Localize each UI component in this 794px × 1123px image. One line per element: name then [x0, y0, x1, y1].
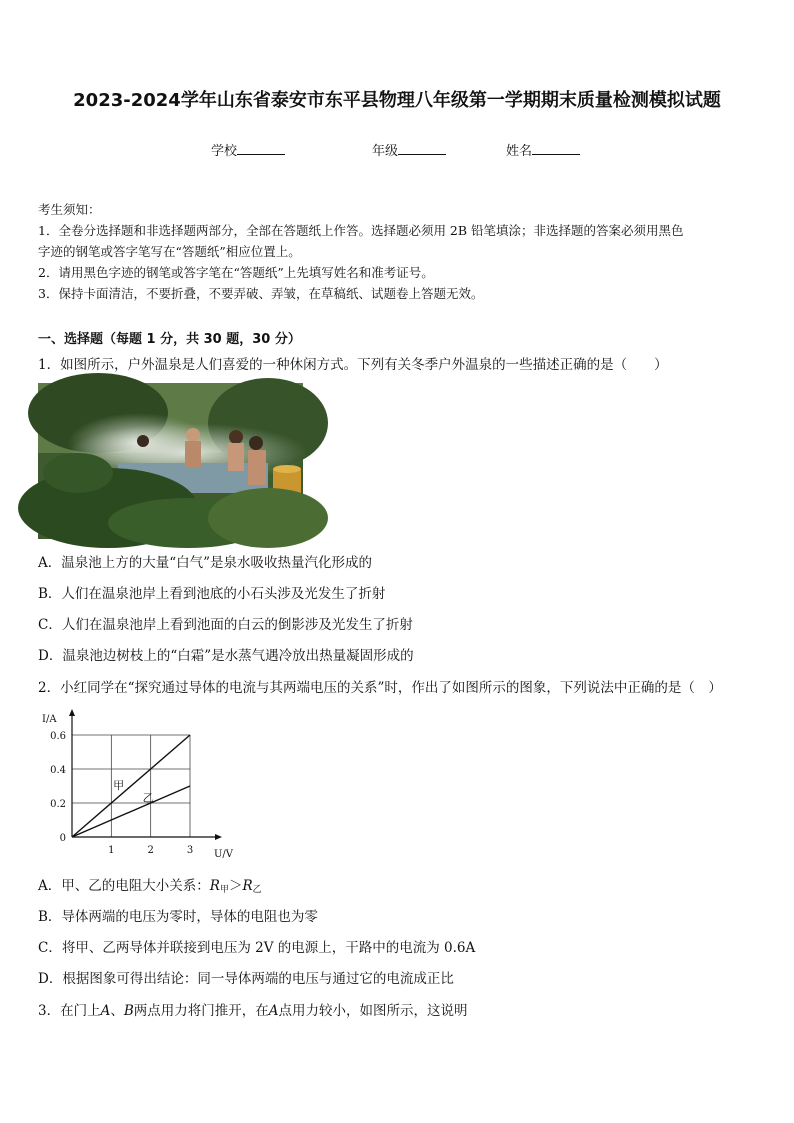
section-heading-choice: 一、选择题（每题 1 分，共 30 题，30 分）	[38, 332, 301, 347]
y-tick-label-1: 0.2	[50, 799, 66, 810]
q1-option-a[interactable]: A．温泉池上方的大量“白气”是泉水吸收热量汽化形成的	[38, 555, 373, 571]
r-subscript-2: 乙	[252, 885, 262, 895]
greater-than: ＞	[228, 878, 243, 894]
r-subscript-1: 甲	[219, 885, 229, 895]
grade-blank[interactable]	[398, 142, 446, 155]
question-1-stem: 1．如图所示，户外温泉是人们喜爱的一种休闲方式。下列有关冬季户外温泉的一些描述正确的是（ ）	[38, 357, 668, 373]
y-tick-label-3: 0.6	[50, 731, 66, 742]
school-label: 学校	[211, 144, 238, 159]
current-voltage-chart	[38, 706, 234, 862]
y-axis-label: I/A	[42, 714, 57, 725]
question-3-stem	[38, 999, 758, 1019]
r-symbol-2: R	[242, 878, 253, 894]
point-a-2: A	[268, 1003, 279, 1019]
point-b: B	[123, 1003, 134, 1019]
notice-item-1a: 1．全卷分选择题和非选择题两部分，全部在答题纸上作答。选择题必须用 2B 铅笔填涂；非选择题的答案必须用黑色	[38, 223, 684, 238]
q2-option-b[interactable]: B．导体两端的电压为零时，导体的电阻也为零	[38, 909, 318, 925]
q1-option-d[interactable]: D．温泉池边树枝上的“白霜”是水蒸气遇冷放出热量凝固形成的	[38, 648, 414, 664]
y-tick-label-2: 0.4	[50, 765, 66, 776]
x-tick-label-1: 2	[147, 845, 154, 856]
y-tick-label-0: 0	[59, 833, 66, 844]
notice-item-1b: 字迹的钢笔或答字笔写在“答题纸”相应位置上。	[38, 244, 301, 259]
q3-sep: 、	[110, 1003, 124, 1019]
q3-stem-c: 点用力较小，如图所示，这说明	[278, 1003, 468, 1019]
series-line-1	[72, 786, 190, 837]
q1-option-b[interactable]: B．人们在温泉池岸上看到池底的小石头涉及光发生了折射	[38, 586, 386, 602]
grade-label: 年级	[372, 144, 399, 159]
x-tick-label-2: 3	[186, 845, 194, 856]
notice-heading: 考生须知：	[38, 202, 101, 217]
q2-option-a[interactable]	[38, 874, 262, 895]
point-a: A	[100, 1003, 111, 1019]
iv-chart-svg	[38, 706, 234, 862]
q3-stem-a: 3．在门上	[38, 1003, 101, 1019]
school-field[interactable]	[211, 140, 285, 159]
q3-stem-b: 两点用力将门推开，在	[133, 1003, 269, 1019]
name-label: 姓名	[506, 144, 533, 159]
hot-spring-image	[38, 383, 303, 539]
notice-item-3: 3．保持卡面清洁，不要折叠，不要弄破、弄皱，在草稿纸、试题卷上答题无效。	[38, 286, 484, 301]
x-tick-label-0: 1	[108, 845, 115, 856]
x-axis-arrow	[215, 834, 222, 840]
page-title: 2023-2024学年山东省泰安市东平县物理八年级第一学期期末质量检测模拟试题	[73, 90, 721, 111]
hot-spring-photo	[38, 383, 303, 539]
y-axis-arrow	[69, 709, 75, 716]
q1-option-c[interactable]: C．人们在温泉池岸上看到池面的白云的倒影涉及光发生了折射	[38, 617, 413, 633]
x-axis-label: U/V	[214, 849, 234, 860]
series-label-1: 乙	[142, 791, 154, 805]
series-label-0: 甲	[113, 778, 125, 792]
q2-option-c[interactable]: C．将甲、乙两导体并联接到电压为 2V 的电源上，干路中的电流为 0.6A	[38, 940, 476, 956]
notice-item-2: 2．请用黑色字迹的钢笔或答字笔在“答题纸”上先填写姓名和准考证号。	[38, 265, 434, 280]
r-symbol-1: R	[209, 878, 220, 894]
name-field[interactable]	[506, 140, 580, 159]
q2-option-d[interactable]: D．根据图象可得出结论：同一导体两端的电压与通过它的电流成正比	[38, 971, 454, 987]
grade-field[interactable]	[372, 140, 446, 159]
question-2-stem: 2．小红同学在“探究通过导体的电流与其两端电压的关系”时，作出了如图所示的图象，下列说法中正确的是（ ）	[38, 680, 722, 696]
school-blank[interactable]	[237, 142, 285, 155]
series-line-0	[72, 735, 190, 837]
q2-option-a-text: A．甲、乙的电阻大小关系：	[38, 878, 210, 894]
name-blank[interactable]	[532, 142, 580, 155]
